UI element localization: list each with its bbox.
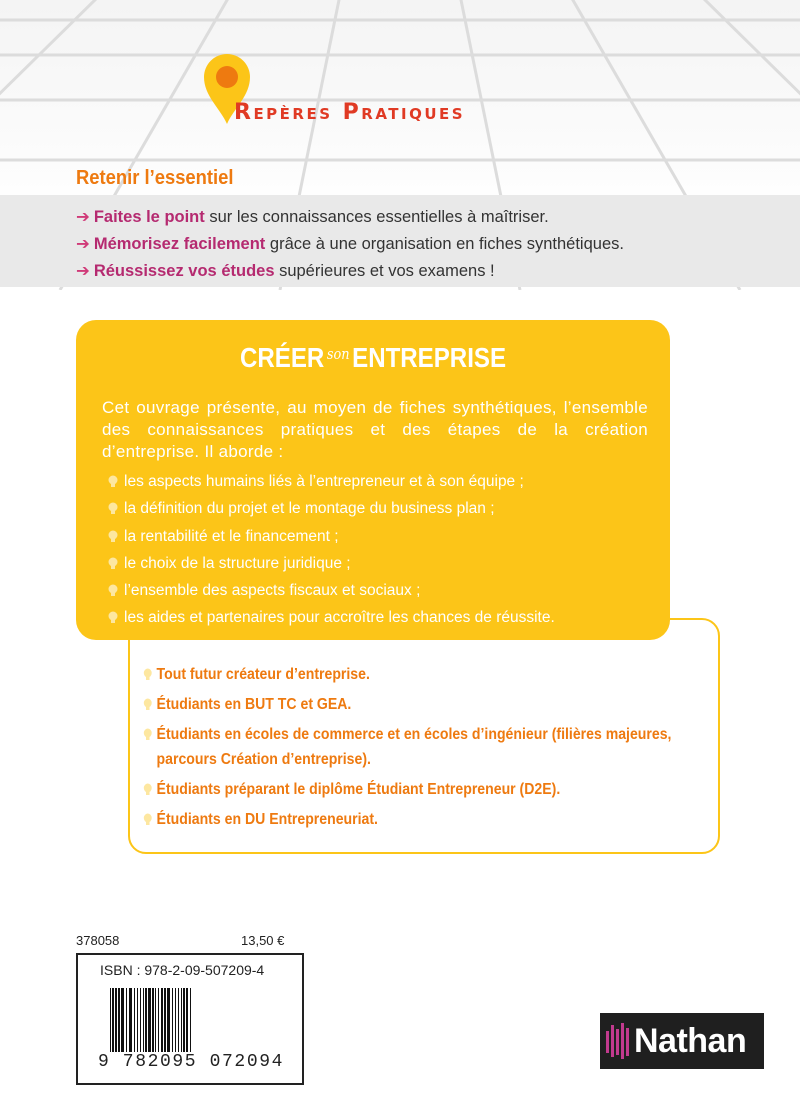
barcode-digits: 9 782095 072094 (98, 1052, 285, 1072)
summary-box (76, 320, 670, 640)
barcode-bar (145, 988, 147, 1052)
lightbulb-icon (108, 611, 118, 624)
audience-item: Étudiants en écoles de commerce et en écoles d’ingénieur (filières majeures, parcours Création d’entreprise). (146, 723, 671, 772)
barcode-bar (190, 988, 191, 1052)
barcode-bar (181, 988, 182, 1052)
barcode-bar (158, 988, 159, 1052)
retenir-heading: Retenir l’essentiel (76, 167, 234, 189)
lightbulb-icon (108, 530, 118, 543)
lightbulb-icon (108, 557, 118, 570)
key-point: ➔ Faites le point sur les connaissances essentielles à maîtriser. (76, 208, 549, 226)
audience-item: Étudiants en DU Entrepreneuriat. (146, 808, 671, 833)
topics-list (110, 468, 670, 632)
product-reference: 378058 (76, 933, 120, 948)
lightbulb-icon (143, 668, 152, 681)
publisher-name: Nathan (634, 1021, 747, 1060)
lightbulb-icon (108, 584, 118, 597)
barcode-bar (164, 988, 166, 1052)
topic-item: la rentabilité et le financement ; (110, 523, 670, 550)
barcode-bar (134, 988, 135, 1052)
barcode-bar (143, 988, 144, 1052)
barcode-bar (137, 988, 138, 1052)
topic-item: la définition du projet et le montage du business plan ; (110, 495, 670, 522)
barcode-bar (175, 988, 176, 1052)
isbn: ISBN : 978-2-09-507209-4 (100, 962, 265, 978)
lightbulb-icon (108, 502, 118, 515)
audience-item: Étudiants en BUT TC et GEA. (146, 693, 671, 718)
lightbulb-icon (143, 783, 152, 796)
topic-item: les aspects humains liés à l’entrepreneur et à son équipe ; (110, 468, 670, 495)
barcode-bar (121, 988, 124, 1052)
audience-list (146, 663, 743, 838)
barcode-bar (183, 988, 185, 1052)
topic-item: l’ensemble des aspects fiscaux et sociaux ; (110, 577, 670, 604)
barcode-bar (126, 988, 127, 1052)
lightbulb-icon (143, 728, 152, 741)
key-points-list (76, 204, 624, 285)
lightbulb-icon (143, 698, 152, 711)
price: 13,50 € (241, 933, 285, 948)
publisher-logo (600, 1013, 764, 1069)
arrow-right-icon: ➔ (76, 262, 90, 280)
barcode-bar (118, 988, 120, 1052)
lightbulb-icon (108, 475, 118, 488)
barcode-bar (140, 988, 141, 1052)
barcode-bar (172, 988, 173, 1052)
book-intro: Cet ouvrage présente, au moyen de fiches synthétiques, l’ensemble des connaissances pratiques et des étapes de la création d’entreprise. Il aborde : (102, 398, 648, 461)
key-point: ➔ Réussissez vos études supérieures et vos examens ! (76, 262, 495, 280)
key-point: ➔ Mémorisez facilement grâce à une organisation en fiches synthétiques. (76, 235, 624, 253)
nathan-logo-mark-icon (604, 1013, 634, 1069)
audience-item: Étudiants préparant le diplôme Étudiant Entrepreneur (D2E). (146, 778, 671, 803)
book-title: CRÉER $^{son}$ENTREPRISE (239, 342, 507, 373)
barcode-bar (186, 988, 188, 1052)
barcode-bar (167, 988, 170, 1052)
series-title: Repères Pratiques (234, 100, 466, 125)
barcode-bar (110, 988, 111, 1052)
arrow-right-icon: ➔ (76, 235, 90, 253)
arrow-right-icon: ➔ (76, 208, 90, 226)
barcode-bar (129, 988, 132, 1052)
lightbulb-icon (143, 813, 152, 826)
audience-item: Tout futur créateur d’entreprise. (146, 663, 671, 688)
barcode (110, 988, 278, 1052)
barcode-bar (161, 988, 163, 1052)
barcode-bar (152, 988, 154, 1052)
topic-item: le choix de la structure juridique ; (110, 550, 670, 577)
barcode-bar (112, 988, 114, 1052)
topic-item: les aides et partenaires pour accroître les chances de réussite. (110, 604, 670, 631)
barcode-bar (115, 988, 117, 1052)
barcode-bar (148, 988, 151, 1052)
barcode-bar (178, 988, 179, 1052)
barcode-bar (155, 988, 156, 1052)
